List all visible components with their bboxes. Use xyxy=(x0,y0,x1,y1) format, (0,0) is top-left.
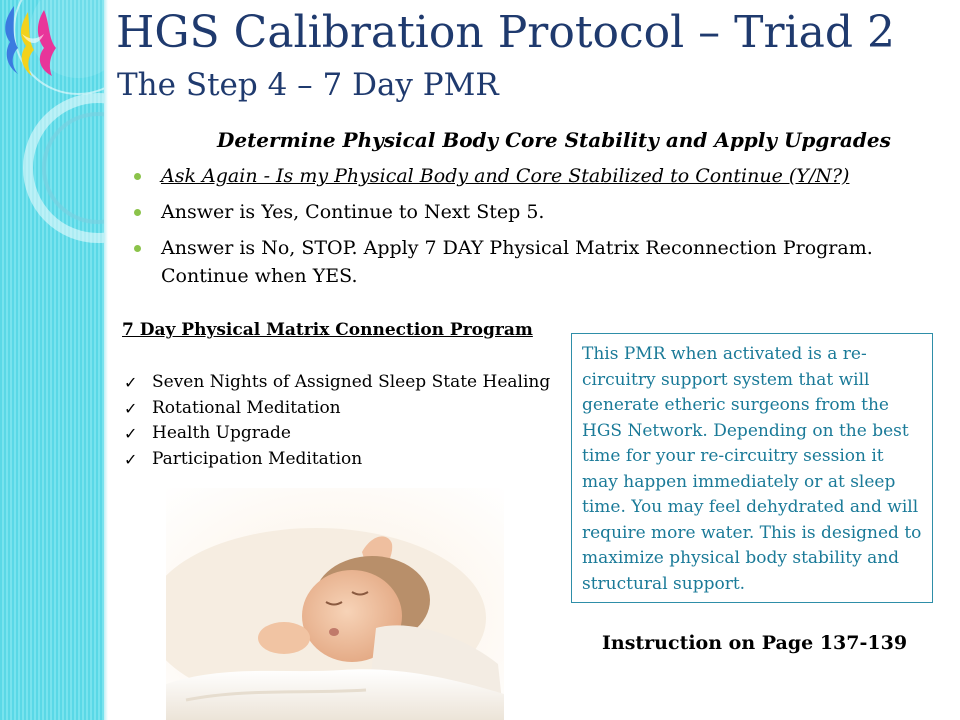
list-item xyxy=(122,396,550,422)
bullet-list xyxy=(130,162,930,298)
section-heading: Determine Physical Body Core Stability and Apply Upgrades xyxy=(217,128,891,152)
bullet-dot-icon xyxy=(134,209,141,216)
decorative-sidebar xyxy=(0,0,106,720)
bullet-dot-icon xyxy=(134,173,141,180)
bullet-dot-icon xyxy=(134,245,141,252)
list-item xyxy=(122,447,550,473)
program-checklist xyxy=(122,370,550,472)
check-icon: ✓ xyxy=(124,424,138,443)
program-item-label: Health Upgrade xyxy=(152,423,291,443)
info-box-text: This PMR when activated is a re-circuitry support system that will generate etheric surgeons from the HGS Network. Depending on the best time for your re-circuitry session it may happen immediately or at sleep time. You may feel dehydrated and will require more water. This is designed to maximize physical body stability and structural support. xyxy=(582,344,922,594)
list-item xyxy=(130,234,930,290)
check-icon: ✓ xyxy=(124,398,138,418)
sidebar-edge xyxy=(104,0,108,720)
slide-title: HGS Calibration Protocol – Triad 2 xyxy=(116,7,896,58)
check-icon: ✓ xyxy=(124,373,138,392)
list-item xyxy=(130,162,930,190)
info-box xyxy=(571,333,933,603)
sidebar-circles xyxy=(0,0,106,720)
program-item-label: Participation Meditation xyxy=(152,448,363,469)
ask-again-text: Ask Again - Is my Physical Body and Core Stabilized to Continue (Y/N?) xyxy=(161,165,850,187)
instruction-reference: Instruction on Page 137-139 xyxy=(602,632,908,654)
flame-logo-icon xyxy=(0,0,60,80)
program-title: 7 Day Physical Matrix Connection Program xyxy=(122,320,533,340)
list-item xyxy=(130,198,930,226)
program-item-label: Rotational Meditation xyxy=(152,397,341,418)
sleeping-baby-photo xyxy=(166,488,504,720)
answer-yes-text: Answer is Yes, Continue to Next Step 5. xyxy=(161,201,545,223)
list-item xyxy=(122,421,550,447)
list-item xyxy=(122,370,550,396)
answer-no-text: Answer is No, STOP. Apply 7 DAY Physical Matrix Reconnection Program. Continue when YES. xyxy=(161,237,873,287)
check-icon: ✓ xyxy=(124,449,138,469)
program-item-label: Seven Nights of Assigned Sleep State Healing xyxy=(152,372,551,392)
slide-subtitle: The Step 4 – 7 Day PMR xyxy=(117,67,499,103)
